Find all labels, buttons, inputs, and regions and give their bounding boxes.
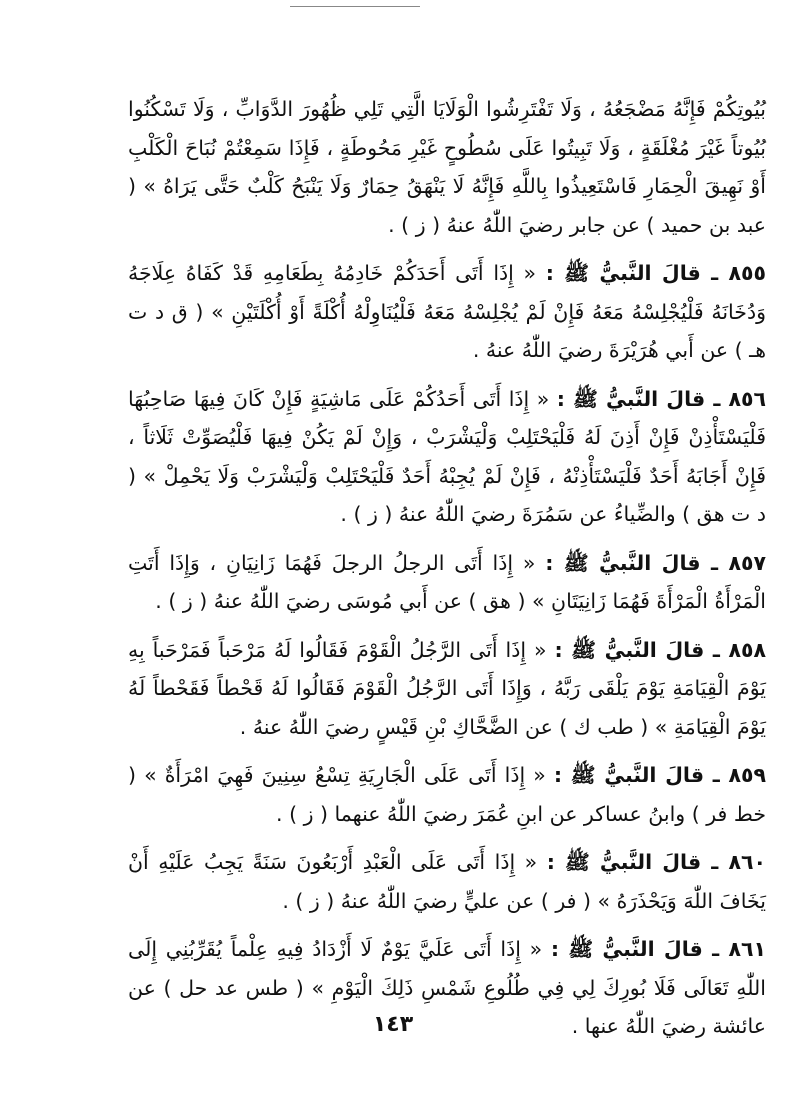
continuation-text: بُيُوتِكُمْ فَإِنَّهُ مَضْجَعُهُ ، وَلَا تَفْتَرِشُوا الْوَلَايَا الَّتِي تَلِي ظُهُورَ الدَّوَابِّ ، وَلَا تَسْكُنُوا بُيُوتاً غَيْرَ مُغْلَقَةٍ ، وَلَا تَبِيتُوا عَلَى سُطُوحٍ غَيْرِ مَحُوطَةٍ ، فَإِذَا سَمِعْتُمْ نُبَاحَ الْكَلْبِ أَوْ نَهِيقَ الْحِمَارِ فَاسْتَعِيذُوا بِاللَّهِ فَإِنَّهُ لَا يَنْهَقُ حِمَارٌ وَلَا يَنْبَحُ كَلْبٌ حَتَّى يَرَاهُ » ( عبد بن حميد ) عن جابر رضيَ اللّٰهُ عنهُ ( ز ) . <box>128 97 766 237</box>
hadith-heading: ٨٦١ ـ قالَ النَّبيُّ ﷺ : <box>550 937 766 961</box>
hadith-text: « إِذَا أَتَى الرَّجُلُ الْقَوْمَ فَقَالُوا لَهُ مَرْحَباً فَمَرْحَباً بِهِ يَوْمَ الْقِيَامَةِ يَوْمَ يَلْقَى رَبَّهُ ، وَإِذَا أَتَى الرَّجُلُ الْقَوْمَ فَقَالُوا لَهُ قَحْطاً فَقَحْطاً لَهُ يَوْمَ الْقِيَامَةِ » ( طب ك ) عن الضَّحَّاكِ بْنِ قَيْسٍ رضيَ اللّٰهُ عنهُ . <box>128 637 766 739</box>
page-number: ١٤٣ <box>372 1012 414 1037</box>
hadith-heading: ٨٥٧ ـ قالَ النَّبيُّ ﷺ : <box>545 550 766 575</box>
hadith-paragraph <box>128 544 766 621</box>
hadith-heading: ٨٥٦ ـ قالَ النَّبيُّ ﷺ : <box>556 386 766 411</box>
hadith-heading: ٨٥٨ ـ قالَ النَّبيُّ ﷺ : <box>554 637 766 662</box>
hadith-text: « إِذَا أَتَى عَلَى الْعَبْدِ أَرْبَعُونَ سَنَةً يَجِبُ عَلَيْهِ أَنْ يَخَافَ اللّٰهَ وَيَحْذَرَهُ » ( فر ) عن عليٍّ رضيَ اللّٰهُ عنهُ ( ز ) . <box>128 850 766 913</box>
hadith-paragraph <box>128 254 766 370</box>
hadith-857 <box>128 544 766 621</box>
hadith-856 <box>128 380 766 534</box>
hadith-paragraph <box>128 756 766 833</box>
hadith-heading: ٨٥٩ ـ قالَ النَّبيُّ ﷺ : <box>553 763 766 787</box>
hadith-heading: ٨٦٠ ـ قالَ النَّبيُّ ﷺ : <box>546 850 766 874</box>
hadith-text: « إِذَا أَتَى عَلَى الْجَارِيَةِ تِسْعُ سِنِينَ فَهِيَ امْرَأَةٌ » ( خط فر ) وابنُ عساكر عن ابنِ عُمَرَ رضيَ اللّٰهُ عنهما ( ز ) . <box>128 763 766 826</box>
hadith-text: « إِذَا أَتَى الرجلُ الرجلَ فَهُمَا زَانِيَانِ ، وَإِذَا أَتَتِ الْمَرْأَةُ الْمَرْأَةَ فَهُمَا زَانِيَتَانِ » ( هق ) عن أَبي مُوسَى رضيَ اللّٰهُ عنهُ ( ز ) . <box>128 550 766 613</box>
hadith-heading: ٨٥٥ ـ قالَ النَّبيُّ ﷺ : <box>545 261 766 285</box>
continuation-paragraph <box>128 90 766 244</box>
hadith-paragraph <box>128 380 766 534</box>
hadith-858 <box>128 631 766 747</box>
hadith-855 <box>128 254 766 370</box>
hadith-text: « إِذَا أَتَى أَحَدَكُمْ خَادِمُهُ بِطَعَامِهِ قَدْ كَفَاهُ عِلَاجَهُ وَدُخَانَهُ فَلْيُجْلِسْهُ مَعَهُ فَإِنْ لَمْ يُجْلِسْهُ مَعَهُ فَلْيُنَاوِلْهُ أُكْلَةً أَوْ أُكْلَتَيْنِ » ( ق د ت هـ ) عن أَبي هُرَيْرَةَ رضيَ اللّٰهُ عنهُ . <box>128 261 766 362</box>
hadith-text: « إِذَا أَتَى عَلَيَّ يَوْمٌ لَا أَزْدَادُ فِيهِ عِلْماً يُقَرِّبُنِي إِلَى اللّٰهِ تَعَالَى فَلَا بُورِكَ لِي فِي طُلُوعِ شَمْسِ ذَلِكَ الْيَوْمِ » ( طس عد حل ) عن عائشة رضيَ اللّٰهُ عنها . <box>128 937 766 1038</box>
hadith-paragraph <box>128 631 766 747</box>
hadith-859 <box>128 756 766 833</box>
hadith-paragraph <box>128 843 766 920</box>
top-divider-line <box>290 6 420 7</box>
hadith-text: « إِذَا أَتَى أَحَدُكُمْ عَلَى مَاشِيَةٍ فَإِنْ كَانَ فِيهَا صَاحِبُهَا فَلْيَسْتَأْذِنْ فَإِنْ أَذِنَ لَهُ فَلْيَحْتَلِبْ وَلْيَشْرَبْ ، وَإِنْ لَمْ يَكُنْ فِيهَا فَلْيُصَوِّتْ ثَلَاثاً ، فَإِنْ أَجَابَهُ أَحَدٌ فَلْيَسْتَأْذِنْهُ ، فَإِنْ لَمْ يُجِبْهُ أَحَدٌ فَلْيَحْتَلِبْ وَلْيَشْرَبْ وَلَا يَحْمِلْ » ( د ت هق ) والضِّياءُ عن سَمُرَةَ رضيَ اللّٰهُ عنهُ ( ز ) . <box>128 386 766 526</box>
page-body <box>128 90 766 1056</box>
hadith-860 <box>128 843 766 920</box>
